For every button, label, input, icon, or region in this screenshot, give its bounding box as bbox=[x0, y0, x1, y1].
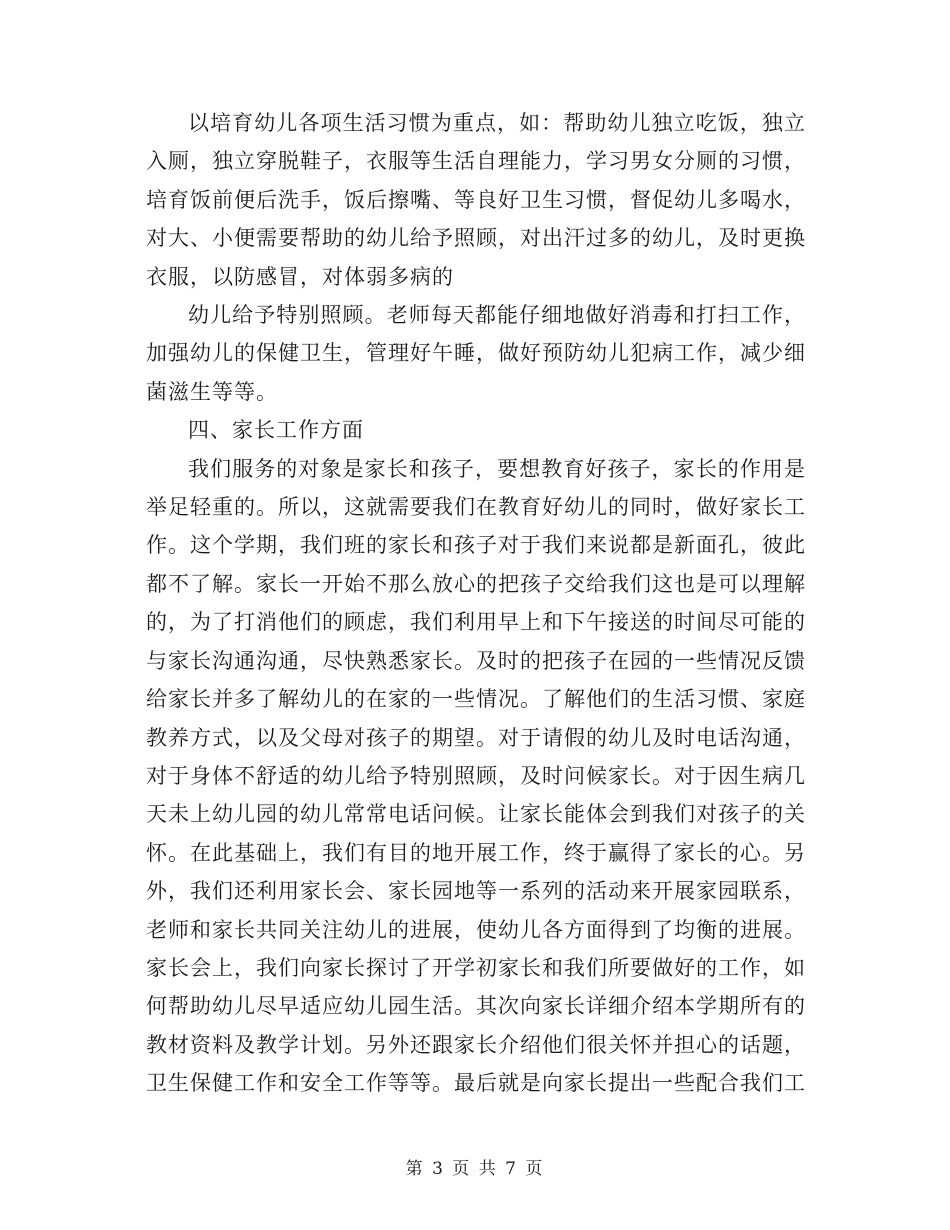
paragraph-special-care: 幼儿给予特别照顾。老师每天都能仔细地做好消毒和打扫工作，加强幼儿的保健卫生，管理好午睡，做好预防幼儿犯病工作，减少细菌滋生等等。 bbox=[146, 303, 806, 404]
paragraph-living-habits: 以培育幼儿各项生活习惯为重点，如：帮助幼儿独立吃饭，独立入厕，独立穿脱鞋子，衣服等生活自理能力，学习男女分厕的习惯，培育饭前便后洗手，饭后擦嘴、等良好卫生习惯，督促幼儿多喝水，对大、小便需要帮助的幼儿给予照顾，对出汗过多的幼儿，及时更换衣服，以防感冒，对体弱多病的 bbox=[146, 111, 806, 289]
section-heading-parent-work: 四、家长工作方面 bbox=[188, 418, 364, 443]
document-body bbox=[146, 104, 806, 1103]
paragraph-parent-work: 我们服务的对象是家长和孩子，要想教育好孩子，家长的作用是举足轻重的。所以，这就需要我们在教育好幼儿的同时，做好家长工作。这个学期，我们班的家长和孩子对于我们来说都是新面孔，彼此都不了解。家长一开始不那么放心的把孩子交给我们这也是可以理解的，为了打消他们的顾虑，我们利用早上和下午接送的时间尽可能的与家长沟通沟通，尽快熟悉家长。及时的把孩子在园的一些情况反馈给家长并多了解幼儿的在家的一些情况。了解他们的生活习惯、家庭教养方式，以及父母对孩子的期望。对于请假的幼儿及时电话沟通，对于身体不舒适的幼儿给予特别照顾，及时问候家长。对于因生病几天未上幼儿园的幼儿常常电话问候。让家长能体会到我们对孩子的关怀。在此基础上，我们有目的地开展工作，终于赢得了家长的心。另外，我们还利用家长会、家长园地等一系列的活动来开展家园联系，老师和家长共同关注幼儿的进展，使幼儿各方面得到了均衡的进展。家长会上，我们向家长探讨了开学初家长和我们所要做好的工作，如何帮助幼儿尽早适应幼儿园生活。其次向家长详细介绍本学期所有的教材资料及教学计划。另外还跟家长介绍他们很关怀并担心的话题，卫生保健工作和安全工作等等。最后就是向家长提出一些配合我们工 bbox=[146, 456, 806, 1096]
page-number-footer: 第 3 页 共 7 页 bbox=[405, 1159, 545, 1179]
